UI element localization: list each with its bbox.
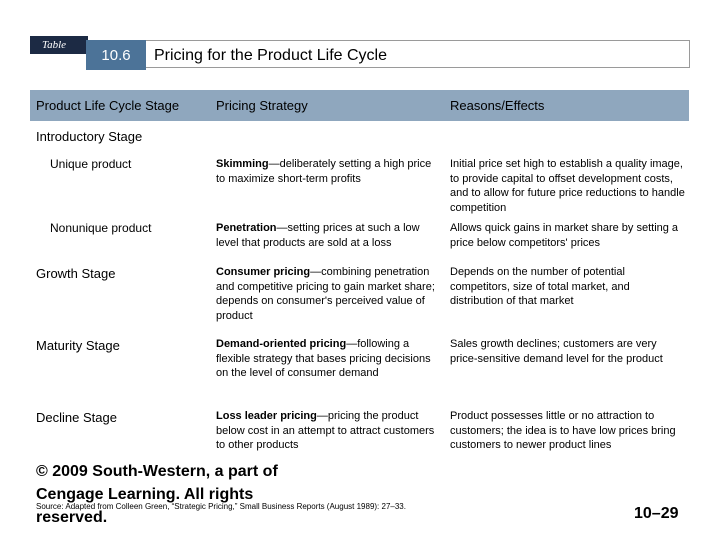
intro-section-label: Introductory Stage [36,129,143,144]
row-reasons: Depends on the number of potential competitors, size of total market, and distribution of that market [450,266,630,307]
strategy-text: —pricing the product below cost in an attempt to attract customers to other products [216,410,435,451]
row-strategy [216,337,436,381]
copyright-notice: © 2009 South-Western, a part of Cengage Learning. All rights reserved. [36,463,278,526]
strategy-text: —deliberately setting a high price to maximize short-term profits [216,158,432,185]
row-stage: Growth Stage [36,266,116,281]
row-strategy [216,157,436,186]
row-reasons: Allows quick gains in market share by setting a price below competitors' prices [450,222,679,249]
strategy-term: Demand-oriented pricing [216,338,347,350]
header-stage: Product Life Cycle Stage [36,98,180,113]
row-reasons: Sales growth declines; customers are very price-sensitive demand level for the product [450,338,663,365]
table-title: Pricing for the Product Life Cycle [146,40,690,68]
strategy-text: —setting prices at such a low level that products are sold at a loss [216,222,420,249]
table-header [30,90,689,121]
header-strategy: Pricing Strategy [216,98,308,113]
strategy-term: Consumer pricing [216,266,311,278]
source-note: Source: Adapted from Colleen Green, “Strategic Pricing,” Small Business Reports (August 1989): 27–33. [36,502,406,511]
strategy-text: —following a flexible strategy that bases pricing decisions on the level of consumer demand [216,338,431,379]
strategy-term: Penetration [216,222,277,234]
row-strategy [216,409,436,453]
strategy-term: Skimming [216,158,269,170]
row-strategy [216,221,436,250]
row-reasons: Product possesses little or no attraction to customers; the idea is to have low prices bring customers to newer product lines [450,410,676,451]
row-stage: Maturity Stage [36,338,120,353]
strategy-term: Loss leader pricing [216,410,317,422]
header-reasons: Reasons/Effects [450,98,545,113]
row-stage: Decline Stage [36,410,117,425]
table-tag: Table [30,36,88,54]
row-reasons: Initial price set high to establish a quality image, to provide capital to offset development costs, and to allow for future price reductions to handle competition [450,158,685,214]
table-number: 10.6 [86,40,146,70]
row-strategy [216,265,436,323]
row-stage: Nonunique product [50,221,152,235]
slide-number: 10–29 [634,505,679,522]
row-stage: Unique product [50,157,132,171]
strategy-text: —combining penetration and competitive pricing to gain market share; depends on consumer's perceived value of product [216,266,435,322]
